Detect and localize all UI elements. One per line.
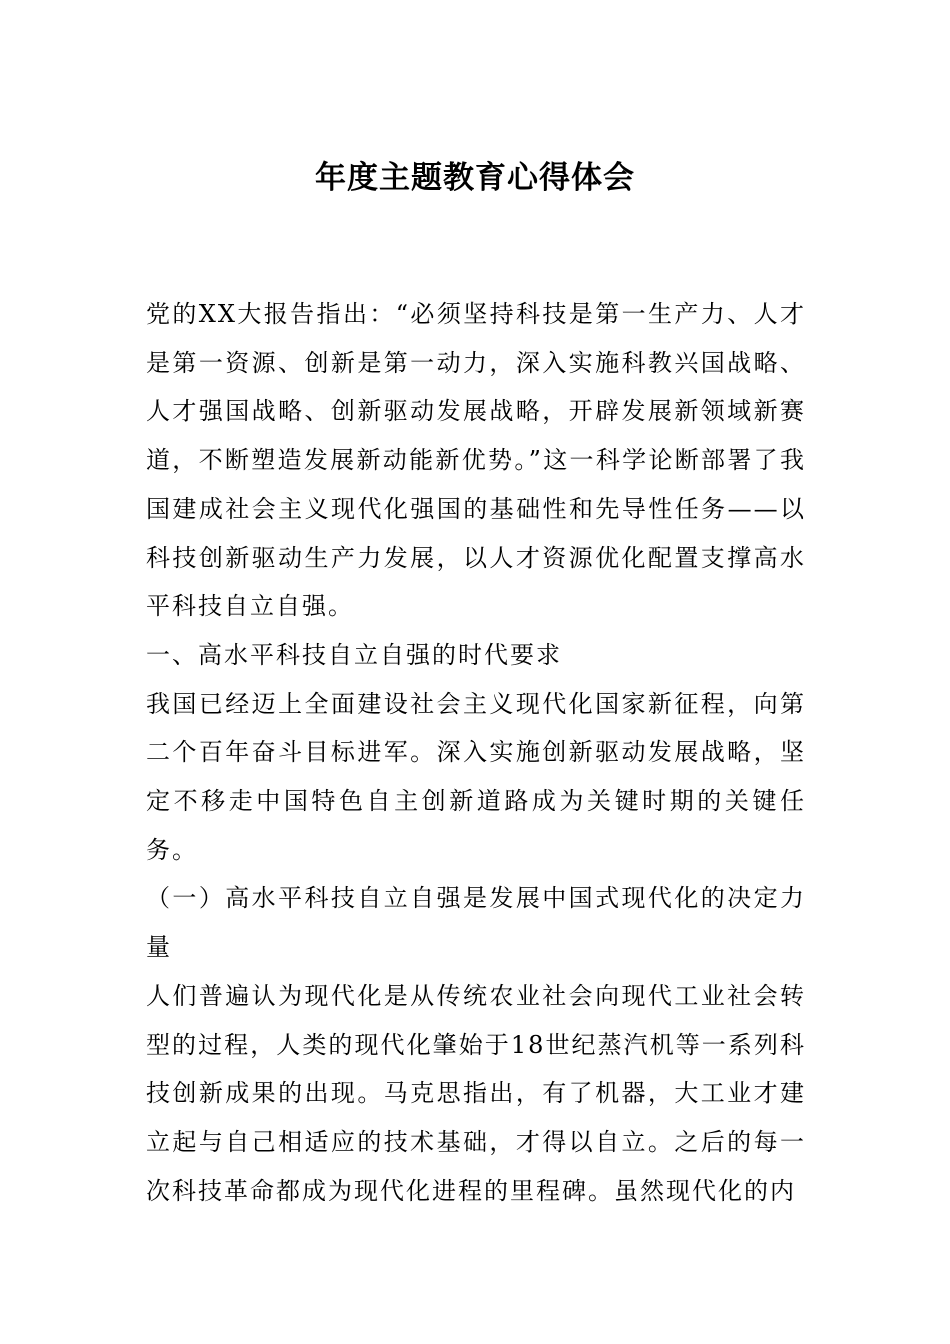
paragraph-section-1: 我国已经迈上全面建设社会主义现代化国家新征程，向第二个百年奋斗目标进军。深入实施创新驱动发展战略，坚定不移走中国特色自主创新道路成为关键时期的关键任务。 xyxy=(146,689,806,864)
paragraph-subsection-1: 人们普遍认为现代化是从传统农业社会向现代工业社会转型的过程，人类的现代化肇始于18世纪蒸汽机等一系列科技创新成果的出现。马克思指出，有了机器，大工业才建立起与自己相适应的技术基础，才得以自立。之后的每一次科技革命都成为现代化进程的里程碑。虽然现代化的内 xyxy=(146,981,806,1205)
subsection-heading-1: （一）高水平科技自立自强是发展中国式现代化的决定力量 xyxy=(146,884,806,962)
paragraph-intro: 党的XX大报告指出：“必须坚持科技是第一生产力、人才是第一资源、创新是第一动力，深入实施科教兴国战略、人才强国战略、创新驱动发展战略，开辟发展新领域新赛道，不断塑造发展新动能新优势。”这一科学论断部署了我国建成社会主义现代化强国的基础性和先导性任务——以科技创新驱动生产力发展，以人才资源优化配置支撑高水平科技自立自强。 xyxy=(146,300,806,621)
document-body xyxy=(146,290,806,1215)
section-heading-1: 一、高水平科技自立自强的时代要求 xyxy=(146,640,562,669)
document-title: 年度主题教育心得体会 xyxy=(315,160,635,196)
